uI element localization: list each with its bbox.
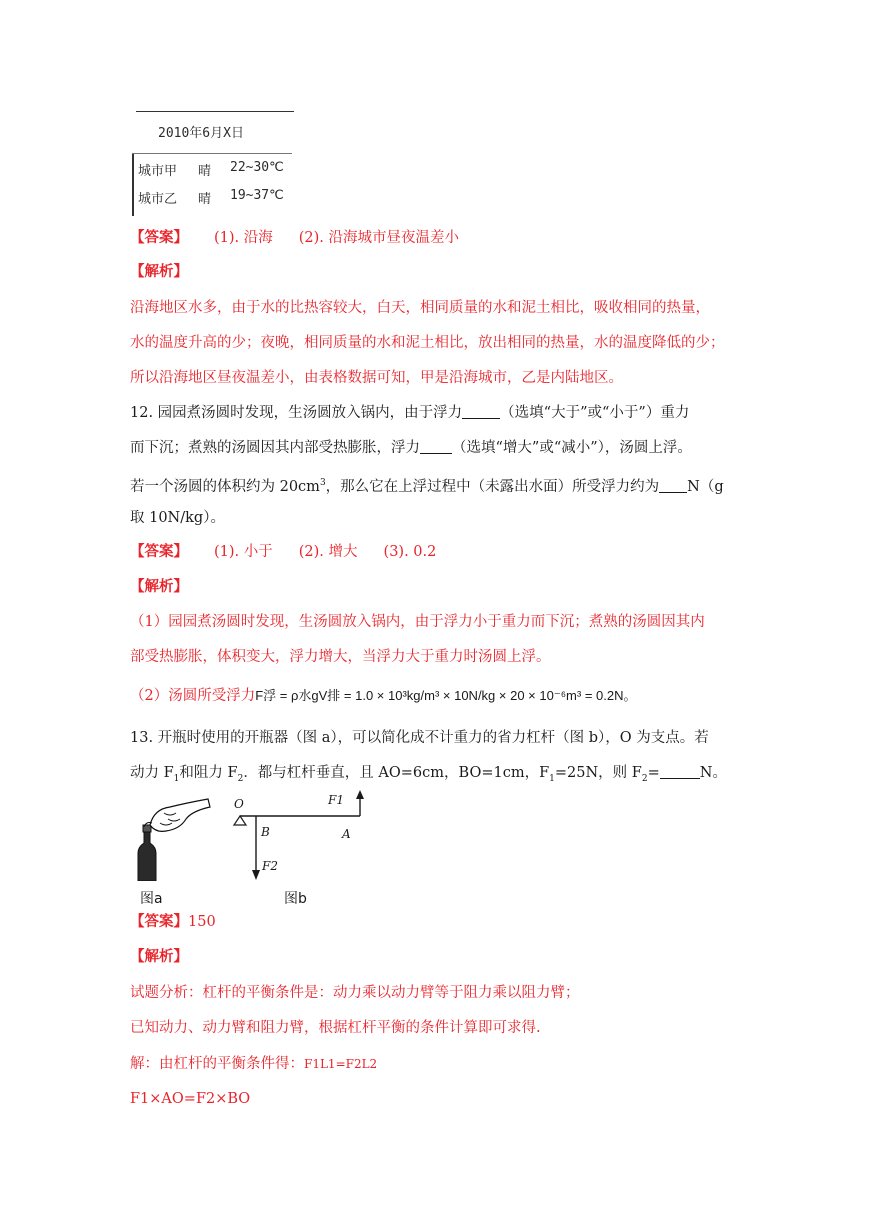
q13-text: = [647,765,660,781]
answer-tag: 【答案】 [130,913,188,930]
q12-question-line [130,438,692,458]
q12-text: ，那么它在上浮过程中（未露出水面）所受浮力约为 [325,478,660,495]
fill-blank [420,439,452,454]
q12-answer-2: (2). 增大 [298,544,358,560]
q12-answer-line [130,542,436,562]
point-o-label: O [234,797,244,811]
q13-text: N。 [699,765,727,781]
q12-analysis-prefix: （2）汤圆所受浮力 [130,688,256,704]
table-left-border [132,154,134,216]
q13-text: ．都与杠杆垂直，且 AO=6cm，BO=1cm，F [243,765,550,781]
q11-analysis-tag: 【解析】 [130,263,188,280]
bottle-opener-figure [130,795,212,881]
q12-analysis-line: （1）园园煮汤圆时发现，生汤圆放入锅内，由于浮力小于重力而下沉；煮熟的汤圆因其内 [130,614,705,630]
q11-analysis-line: 水的温度升高的少；夜晚，相同质量的水和泥土相比，放出相同的热量，水的温度降低的少； [130,335,725,351]
lever-balance-equation: F1L1=F2L2 [304,1057,378,1071]
point-a-label: A [342,827,351,841]
fill-blank [660,764,700,779]
q12-analysis-tag: 【解析】 [130,578,188,595]
q12-question-line [130,403,689,423]
q13-text: 动力 F [130,765,174,781]
q11-analysis-line: 所以沿海地区昼夜温差小，由表格数据可知，甲是沿海城市，乙是内陆地区。 [130,370,623,386]
weather-row-weather: 晴 [198,164,212,179]
weather-date: 2010年6月X日 [158,126,244,141]
table-divider [132,153,292,154]
q12-text: （选填“增大”或“减小”），汤圆上浮。 [452,440,692,456]
q11-answer-line [130,228,459,248]
q13-analysis-line: 试题分析：杠杆的平衡条件是：动力乘以动力臂等于阻力乘以阻力臂； [130,985,580,1001]
point-b-label: B [261,825,270,839]
q12-analysis-line: 部受热膨胀，体积变大，浮力增大，当浮力大于重力时汤圆上浮。 [130,649,551,665]
q12-text: 12. 园园煮汤圆时发现，生汤圆放入锅内，由于浮力 [130,405,463,421]
force-f1-label: F1 [328,793,344,807]
q11-answer-2: (2). 沿海城市昼夜温差小 [298,230,460,246]
buoyancy-formula: F浮 = ρ水gV排 = 1.0 × 10³kg/m³ × 10N/kg × 20 × 10⁻⁶m³ = 0.2N。 [255,688,637,703]
q12-question-line: 取 10N/kg）。 [130,510,225,526]
answer-tag: 【答案】 [130,543,188,560]
superscript: 3 [319,478,326,488]
q13-solution-line [130,1054,377,1074]
q12-text: 而下沉；煮熟的汤圆因其内部受热膨胀，浮力 [130,440,420,456]
q12-answer-3: (3). 0.2 [383,544,437,560]
q13-question-line: 13. 开瓶时使用的开瓶器（图 a），可以简化成不计重力的省力杠杆（图 b），O 为支点。若 [130,730,709,746]
fill-blank [462,404,500,419]
force-f2-label: F2 [262,859,278,873]
weather-row-city: 城市甲 [138,164,178,179]
weather-row-weather: 晴 [198,192,212,207]
lever-diagram [228,788,370,886]
q13-text: 和阻力 F [179,765,238,781]
f1-arrowhead [356,790,364,799]
q12-analysis-formula-line [130,686,636,706]
q12-text: N（g [687,478,724,495]
fulcrum-icon [234,816,246,825]
q13-analysis-line: 已知动力、动力臂和阻力臂，根据杠杆平衡的条件计算即可求得. [130,1020,541,1036]
weather-row-city: 城市乙 [138,192,178,207]
f2-arrowhead [252,870,260,880]
q11-answer-1: (1). 沿海 [214,230,273,246]
fill-blank [659,478,687,493]
q13-text: =25N，则 F [554,765,642,781]
weather-row-temp: 19~37℃ [230,188,284,203]
weather-table-image [128,108,294,216]
q12-answer-1: (1). 小于 [214,544,273,560]
figure-a-caption: 图a [140,891,163,907]
q13-answer-line [130,912,216,932]
q12-text: （选填“大于”或“小于”）重力 [500,405,690,421]
figure-b-caption: 图b [284,891,307,907]
q13-analysis-tag: 【解析】 [130,948,188,965]
q13-solve-prefix: 解：由杠杆的平衡条件得： [130,1056,304,1072]
q13-answer: 150 [188,914,216,930]
q11-analysis-line: 沿海地区水多，由于水的比热容较大，白天，相同质量的水和泥土相比，吸收相同的热量， [130,300,710,316]
q13-question-line: 动力 $F_1$和阻力 $F_2$．都与杠杆垂直，且 AO=6cm，BO=1cm，$F_1=25N$，则 $F_2= N$。 [130,765,727,784]
q13-final-equation: F1×AO=F2×BO [130,1091,251,1107]
answer-tag: 【答案】 [130,229,188,246]
q12-text: 若一个汤圆的体积约为 20cm [130,478,320,495]
q12-question-line [130,473,724,497]
table-top-border [136,111,294,112]
weather-row-temp: 22~30℃ [230,160,284,175]
